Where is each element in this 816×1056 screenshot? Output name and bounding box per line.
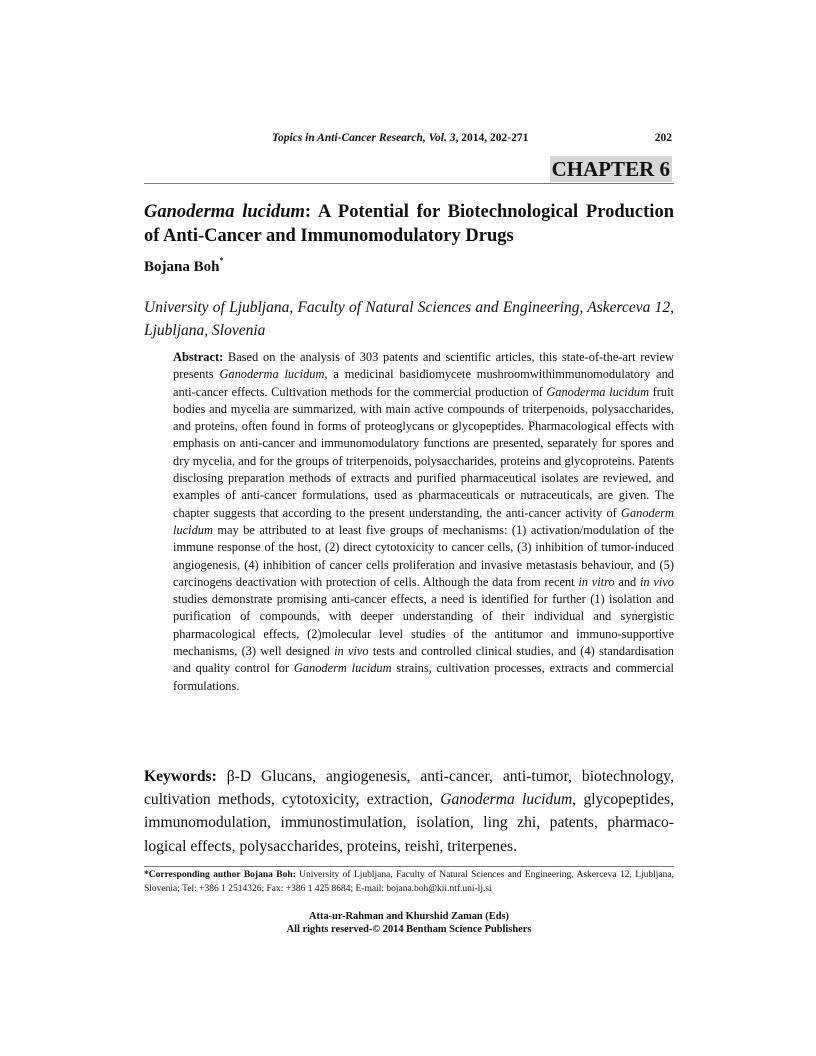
abstract-text: fruit bodies and mycelia are summarized, with main active compounds of triterpenoids, polysaccharides, and proteins, often found in forms of proteoglycans or glycopeptides. Pharmacological effects with emphasis on anti-cancer and immunomodulatory functions are presented, separately for spores and dry mycelia, and for the groups of triterpenoids, polysaccharides, proteins and glycoproteins. Patents disclosing preparation methods of extracts and purified pharmaceutical isolates are reviewed, and examples of anti-cancer formulations, used as pharmaceuticals or nutraceuticals, are given. The chapter suggests that according to the present understanding, the anti-cancer activity of: [173, 384, 674, 520]
keywords: [144, 765, 674, 858]
abstract-text: strains, cultivation processes, extracts and commercial formulations.: [173, 661, 674, 693]
publisher-footer: [144, 910, 674, 936]
abstract-italic: Ganoderm lucidum: [293, 661, 392, 676]
abstract-text: Based on the analysis of 303 patents and scientific articles, this state-of-the-art review presents: [173, 350, 674, 382]
chapter-title: [144, 200, 674, 248]
affiliation: University of Ljubljana, Faculty of Natural Sciences and Engineering, Askerceva 12, Ljubljana, Slovenia: [144, 299, 674, 339]
abstract-italic: Ganoderma lucidum: [546, 384, 650, 399]
abstract-italic: in vitro: [578, 574, 615, 589]
abstract-text: and: [614, 574, 640, 589]
author-name: Bojana Boh: [144, 259, 220, 275]
abstract-label: Abstract:: [173, 350, 224, 364]
copyright-line: All rights reserved-© 2014 Bentham Science Publishers: [286, 924, 532, 935]
title-rest: : A Potential for Biotechnological Production of Anti-Cancer and Immunomodulatory Drugs: [144, 202, 674, 246]
journal-citation: [272, 132, 528, 144]
journal-volume: Vol. 3: [425, 132, 456, 144]
keywords-text: , glycopeptides, immunomodulation, immunostimulation, isolation, ling zhi, patents, pharmaco-logical effects, polysaccharides, proteins, reishi, triterpenes.: [144, 791, 675, 855]
journal-year-pages: , 2014, 202-271: [455, 132, 529, 144]
footnote-divider: [144, 866, 674, 867]
chapter-label: CHAPTER 6: [551, 157, 670, 181]
editors-line: Atta-ur-Rahman and Khurshid Zaman (Eds): [309, 911, 509, 922]
abstract-italic: Ganoderm lucidum: [173, 505, 674, 537]
keywords-text: β-D Glucans, angiogenesis, anti-cancer, anti-tumor, biotechnology, cultivation methods, cytotoxicity, extraction,: [144, 768, 674, 809]
abstract-italic: Ganoderma lucidum,: [219, 367, 328, 382]
corresponding-marker: *: [219, 256, 224, 265]
abstract: [173, 349, 674, 695]
author: [144, 256, 223, 276]
journal-name: Topics in Anti-Cancer Research,: [272, 132, 426, 144]
header-divider: [144, 183, 674, 184]
page-number: 202: [654, 132, 672, 144]
footnote-label: *Corresponding author Bojana Boh:: [144, 870, 296, 880]
abstract-text: tests and controlled clinical studies, and (4) standardisation and quality control for: [173, 644, 674, 676]
footnote-text: University of Ljubljana, Faculty of Natural Sciences and Engineering, Askerceva 12, Ljubljana, Slovenia; Tel: +386 1 2514326; Fax: +386 1 425 8684; E-mail: bojana.boh@kii.ntf.uni-lj.si: [144, 870, 675, 894]
abstract-italic: in vivo: [334, 644, 369, 659]
abstract-text: may be attributed to at least five groups of mechanisms: (1) activation/modulation of the immune response of the host, (2) direct cytotoxicity to cancer cells, (3) inhibition of tumor-induced angiogenesis, (4) inhibition of cancer cells proliferation and invasive metastasis behaviour, and (5) carcinogens deactivation with protection of cells. Although the data from recent: [173, 522, 674, 589]
abstract-text: studies demonstrate promising anti-cancer effects, a need is identified for further (1) isolation and purification of compounds, with deeper understanding of their individual and synergistic pharmacological effects, (2)molecular level studies of the antitumor and immuno-supportive mechanisms, (3) well designed: [173, 592, 674, 659]
abstract-text: a medicinal basidiomycete mushroomwithimmunomodulatory and anti-cancer effects. Cultivation methods for the commercial production of: [173, 367, 675, 399]
keywords-label: Keywords:: [144, 768, 217, 785]
abstract-italic: in vivo: [639, 574, 674, 589]
keywords-italic: Ganoderma lucidum: [440, 791, 573, 809]
title-species: Ganoderma lucidum: [144, 202, 305, 222]
corresponding-author-footnote: [144, 869, 674, 896]
